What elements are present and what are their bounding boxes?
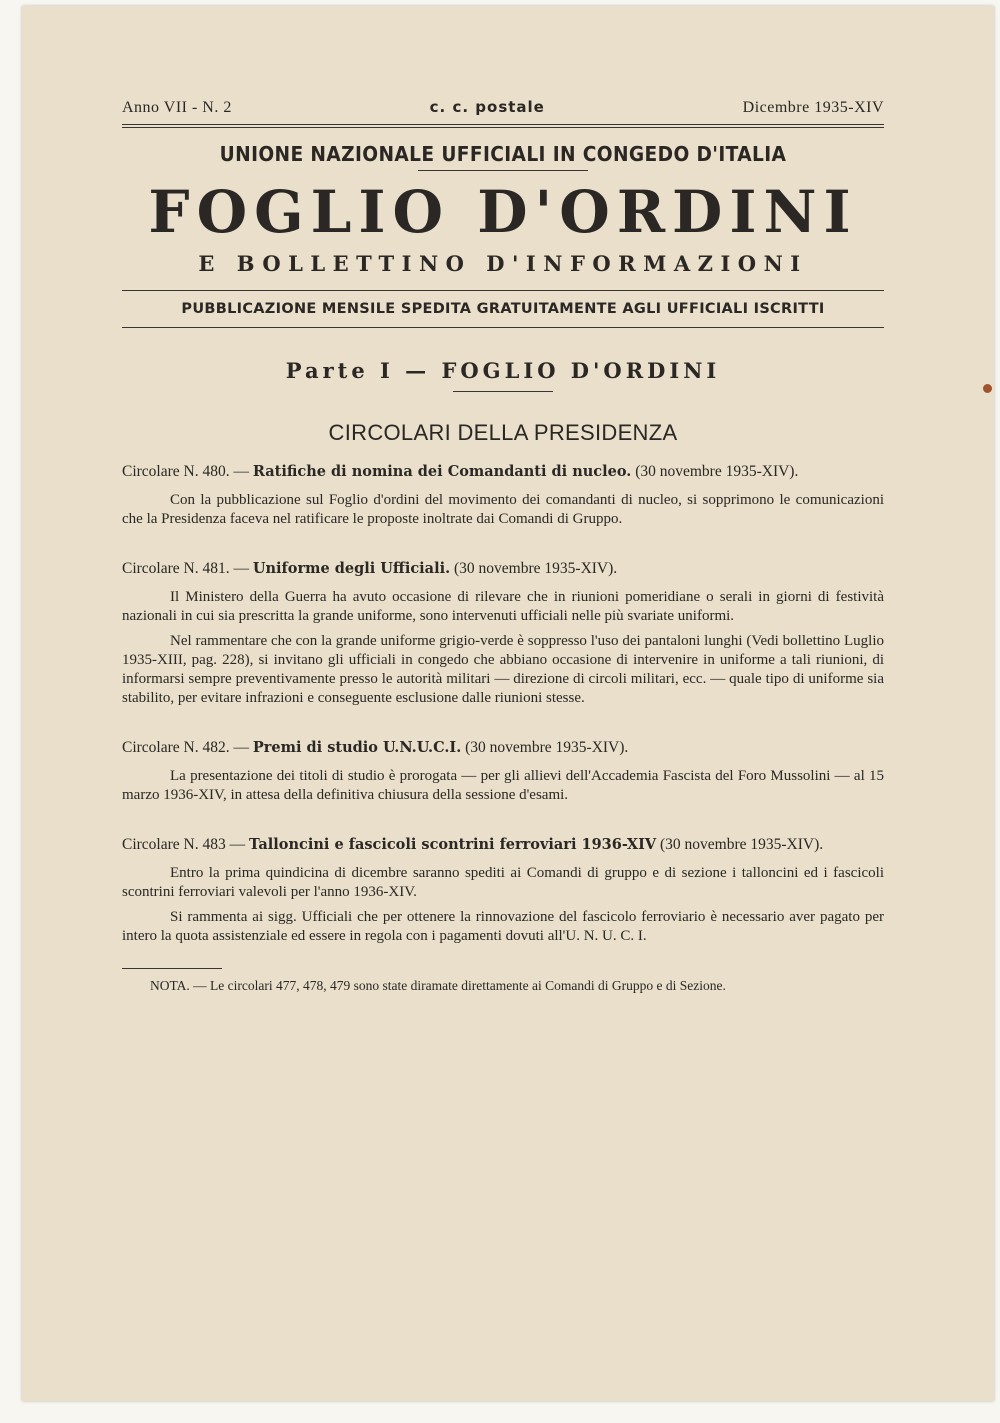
divider bbox=[122, 290, 884, 291]
divider bbox=[453, 391, 553, 392]
circolare-paragraph: La presentazione dei titoli di studio è prorogata — per gli allievi dell'Accademia Fascista del Foro Mussolini — al 15 marzo 1936-XIV, in attesa della definitiva chiusura della sessione d'esami. bbox=[122, 768, 884, 803]
circolare-480 bbox=[122, 462, 884, 529]
masthead-title: FOGLIO D'ORDINI bbox=[148, 178, 858, 246]
circolare-title: Premi di studio U.N.U.C.I. bbox=[252, 739, 462, 756]
circolare-date: (30 novembre 1935-XIV). bbox=[660, 836, 824, 853]
part-title: Parte I — FOGLIO D'ORDINI bbox=[285, 358, 721, 383]
circolare-paragraph: Il Ministero della Guerra ha avuto occasione di rilevare che in riunioni pomeridiane o serali in giorni di festività nazionali in cui sia prescritta la grande uniforme, sono intervenuti ufficiali nelle più svariate uniformi. bbox=[122, 589, 884, 624]
circolare-date: (30 novembre 1935-XIV). bbox=[465, 739, 629, 756]
masthead-tagline: PUBBLICAZIONE MENSILE SPEDITA GRATUITAMENTE AGLI UFFICIALI ISCRITTI bbox=[181, 301, 825, 317]
document-page bbox=[22, 6, 994, 1401]
masthead-subtitle: E BOLLETTINO D'INFORMAZIONI bbox=[198, 251, 808, 276]
circolare-title: Talloncini e fascicoli scontrini ferroviari 1936-XIV bbox=[248, 836, 657, 853]
issue-header bbox=[122, 98, 884, 120]
circolare-number: Circolare N. 480. — bbox=[122, 463, 249, 480]
circolare-heading bbox=[122, 462, 884, 481]
circolare-paragraph: Nel rammentare che con la grande uniforme grigio-verde è soppresso l'uso dei pantaloni lunghi (Vedi bollettino Luglio 1935-XIII, pag. 228), si invitano gli ufficiali in congedo che abbiano occasione di intervenire in uniforme a tali riunioni, di informarsi sempre preventivamente presso le autorità militari — direzione di circoli militari, ecc. — quale tipo di uniforme sia stabilito, per evitare infrazioni e conseguente esclusione dalle riunioni stesse. bbox=[122, 633, 884, 706]
header-rule bbox=[122, 124, 884, 128]
divider bbox=[418, 170, 588, 171]
divider bbox=[122, 327, 884, 328]
circolare-481 bbox=[122, 559, 884, 708]
circolare-title: Uniforme degli Ufficiali. bbox=[252, 560, 451, 577]
circolare-number: Circolare N. 483 — bbox=[122, 836, 246, 853]
section-title: CIRCOLARI DELLA PRESIDENZA bbox=[328, 420, 678, 445]
page-content bbox=[122, 98, 884, 994]
footnote-rule bbox=[122, 968, 222, 969]
circolare-number: Circolare N. 481. — bbox=[122, 560, 249, 577]
postal-note: c. c. postale bbox=[429, 98, 545, 116]
issue-date: Dicembre 1935-XIV bbox=[742, 99, 884, 116]
circolare-482 bbox=[122, 738, 884, 805]
circolare-heading bbox=[122, 738, 884, 757]
circolare-number: Circolare N. 482. — bbox=[122, 739, 249, 756]
circolare-paragraph: Con la pubblicazione sul Foglio d'ordini del movimento dei comandanti di nucleo, si sopprimono le comunicazioni che la Presidenza faceva nel ratificare le proposte inoltrate dai Comandi di Gruppo. bbox=[122, 492, 884, 527]
circolare-title: Ratifiche di nomina dei Comandanti di nucleo. bbox=[252, 463, 632, 480]
paper-stain bbox=[983, 384, 992, 393]
circolare-heading bbox=[122, 835, 884, 854]
footnote: NOTA. — Le circolari 477, 478, 479 sono state diramate direttamente ai Comandi di Gruppo e di Sezione. bbox=[150, 978, 726, 993]
circolare-date: (30 novembre 1935-XIV). bbox=[454, 560, 618, 577]
circolare-483 bbox=[122, 835, 884, 946]
issue-number: Anno VII - N. 2 bbox=[122, 99, 232, 116]
circolare-paragraph: Entro la prima quindicina di dicembre saranno spediti ai Comandi di gruppo e di sezione i talloncini ed i fascicoli scontrini ferroviari valevoli per l'anno 1936-XIV. bbox=[122, 865, 884, 900]
circolare-paragraph: Si rammenta ai sigg. Ufficiali che per ottenere la rinnovazione del fascicolo ferroviario è necessario aver pagato per intero la quota assistenziale ed essere in regola con i pagamenti dovuti all'U. N. U. C. I. bbox=[122, 909, 884, 944]
association-name: UNIONE NAZIONALE UFFICIALI IN CONGEDO D'ITALIA bbox=[219, 142, 787, 166]
circolare-heading bbox=[122, 559, 884, 578]
circolare-date: (30 novembre 1935-XIV). bbox=[635, 463, 799, 480]
